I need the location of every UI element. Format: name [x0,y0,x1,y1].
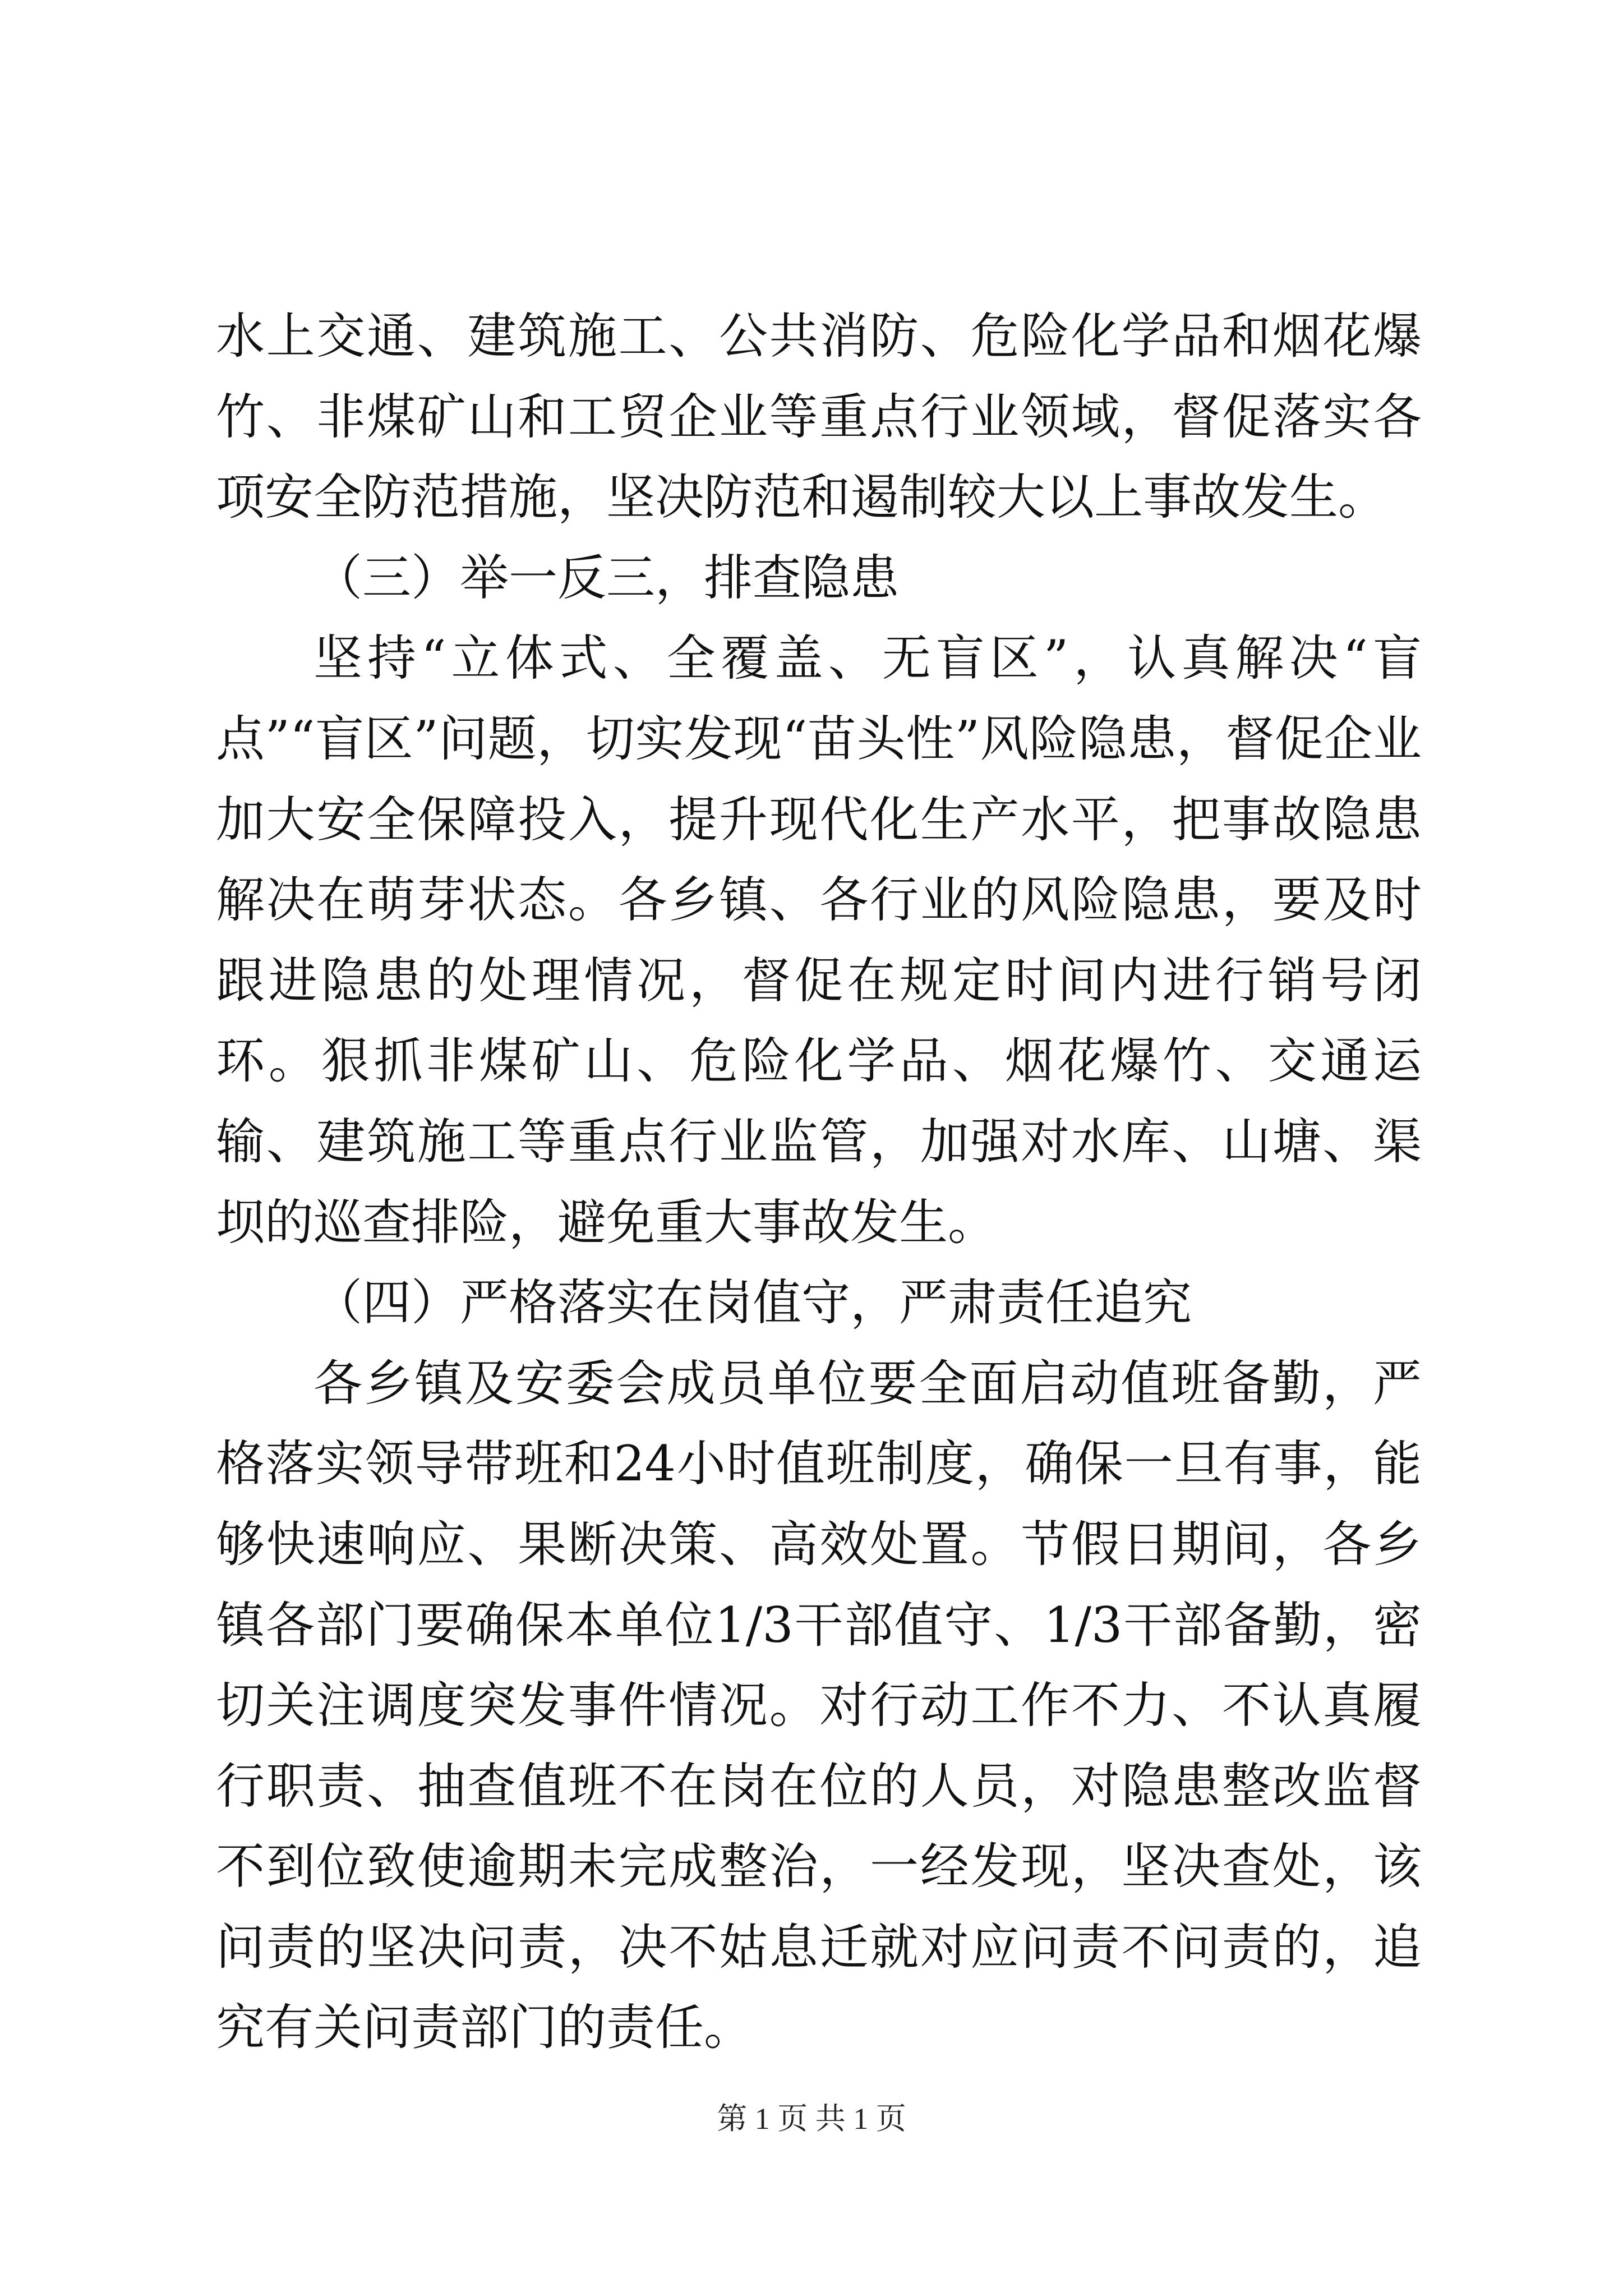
paragraph-hazard-inspection: 坚持“立体式、全覆盖、无盲区”，认真解决“盲点”“盲区”问题，切实发现“苗头性”风险隐患，督促企业加大安全保障投入，提升现代化生产水平，把事故隐患解决在萌芽状态。各乡镇、各行业的风险隐患，要及时跟进隐患的处理情况，督促在规定时间内进行销号闭环。狠抓非煤矿山、危险化学品、烟花爆竹、交通运输、建筑施工等重点行业监管，加强对水库、山塘、渠坝的巡查排险，避免重大事故发生。 [216,629,1422,1251]
document-body [216,296,1422,2068]
page-footer [0,2099,1623,2138]
paragraph-continuation: 水上交通、建筑施工、公共消防、危险化学品和烟花爆竹、非煤矿山和工贸企业等重点行业领域，督促落实各项安全防范措施，坚决防范和遏制较大以上事故发生。 [216,307,1422,526]
paragraph-duty-accountability: 各乡镇及安委会成员单位要全面启动值班备勤，严格落实领导带班和24小时值班制度，确保一旦有事，能够快速响应、果断决策、高效处置。节假日期间，各乡镇各部门要确保本单位1/3干部值守、1/3干部备勤，密切关注调度突发事件情况。对行动工作不力、不认真履行职责、抽查值班不在岗在位的人员，对隐患整改监督不到位致使逾期未完成整治，一经发现，坚决查处，该问责的坚决问责，决不姑息迁就对应问责不问责的，追究有关问责部门的责任。 [216,1354,1422,2056]
section-heading-3: （三）举一反三，排查隐患 [313,549,899,606]
section-heading-4: （四）严格落实在岗值守，严肃责任追究 [313,1274,1192,1332]
page-number-label: 第 1 页 共 1 页 [717,2102,906,2136]
